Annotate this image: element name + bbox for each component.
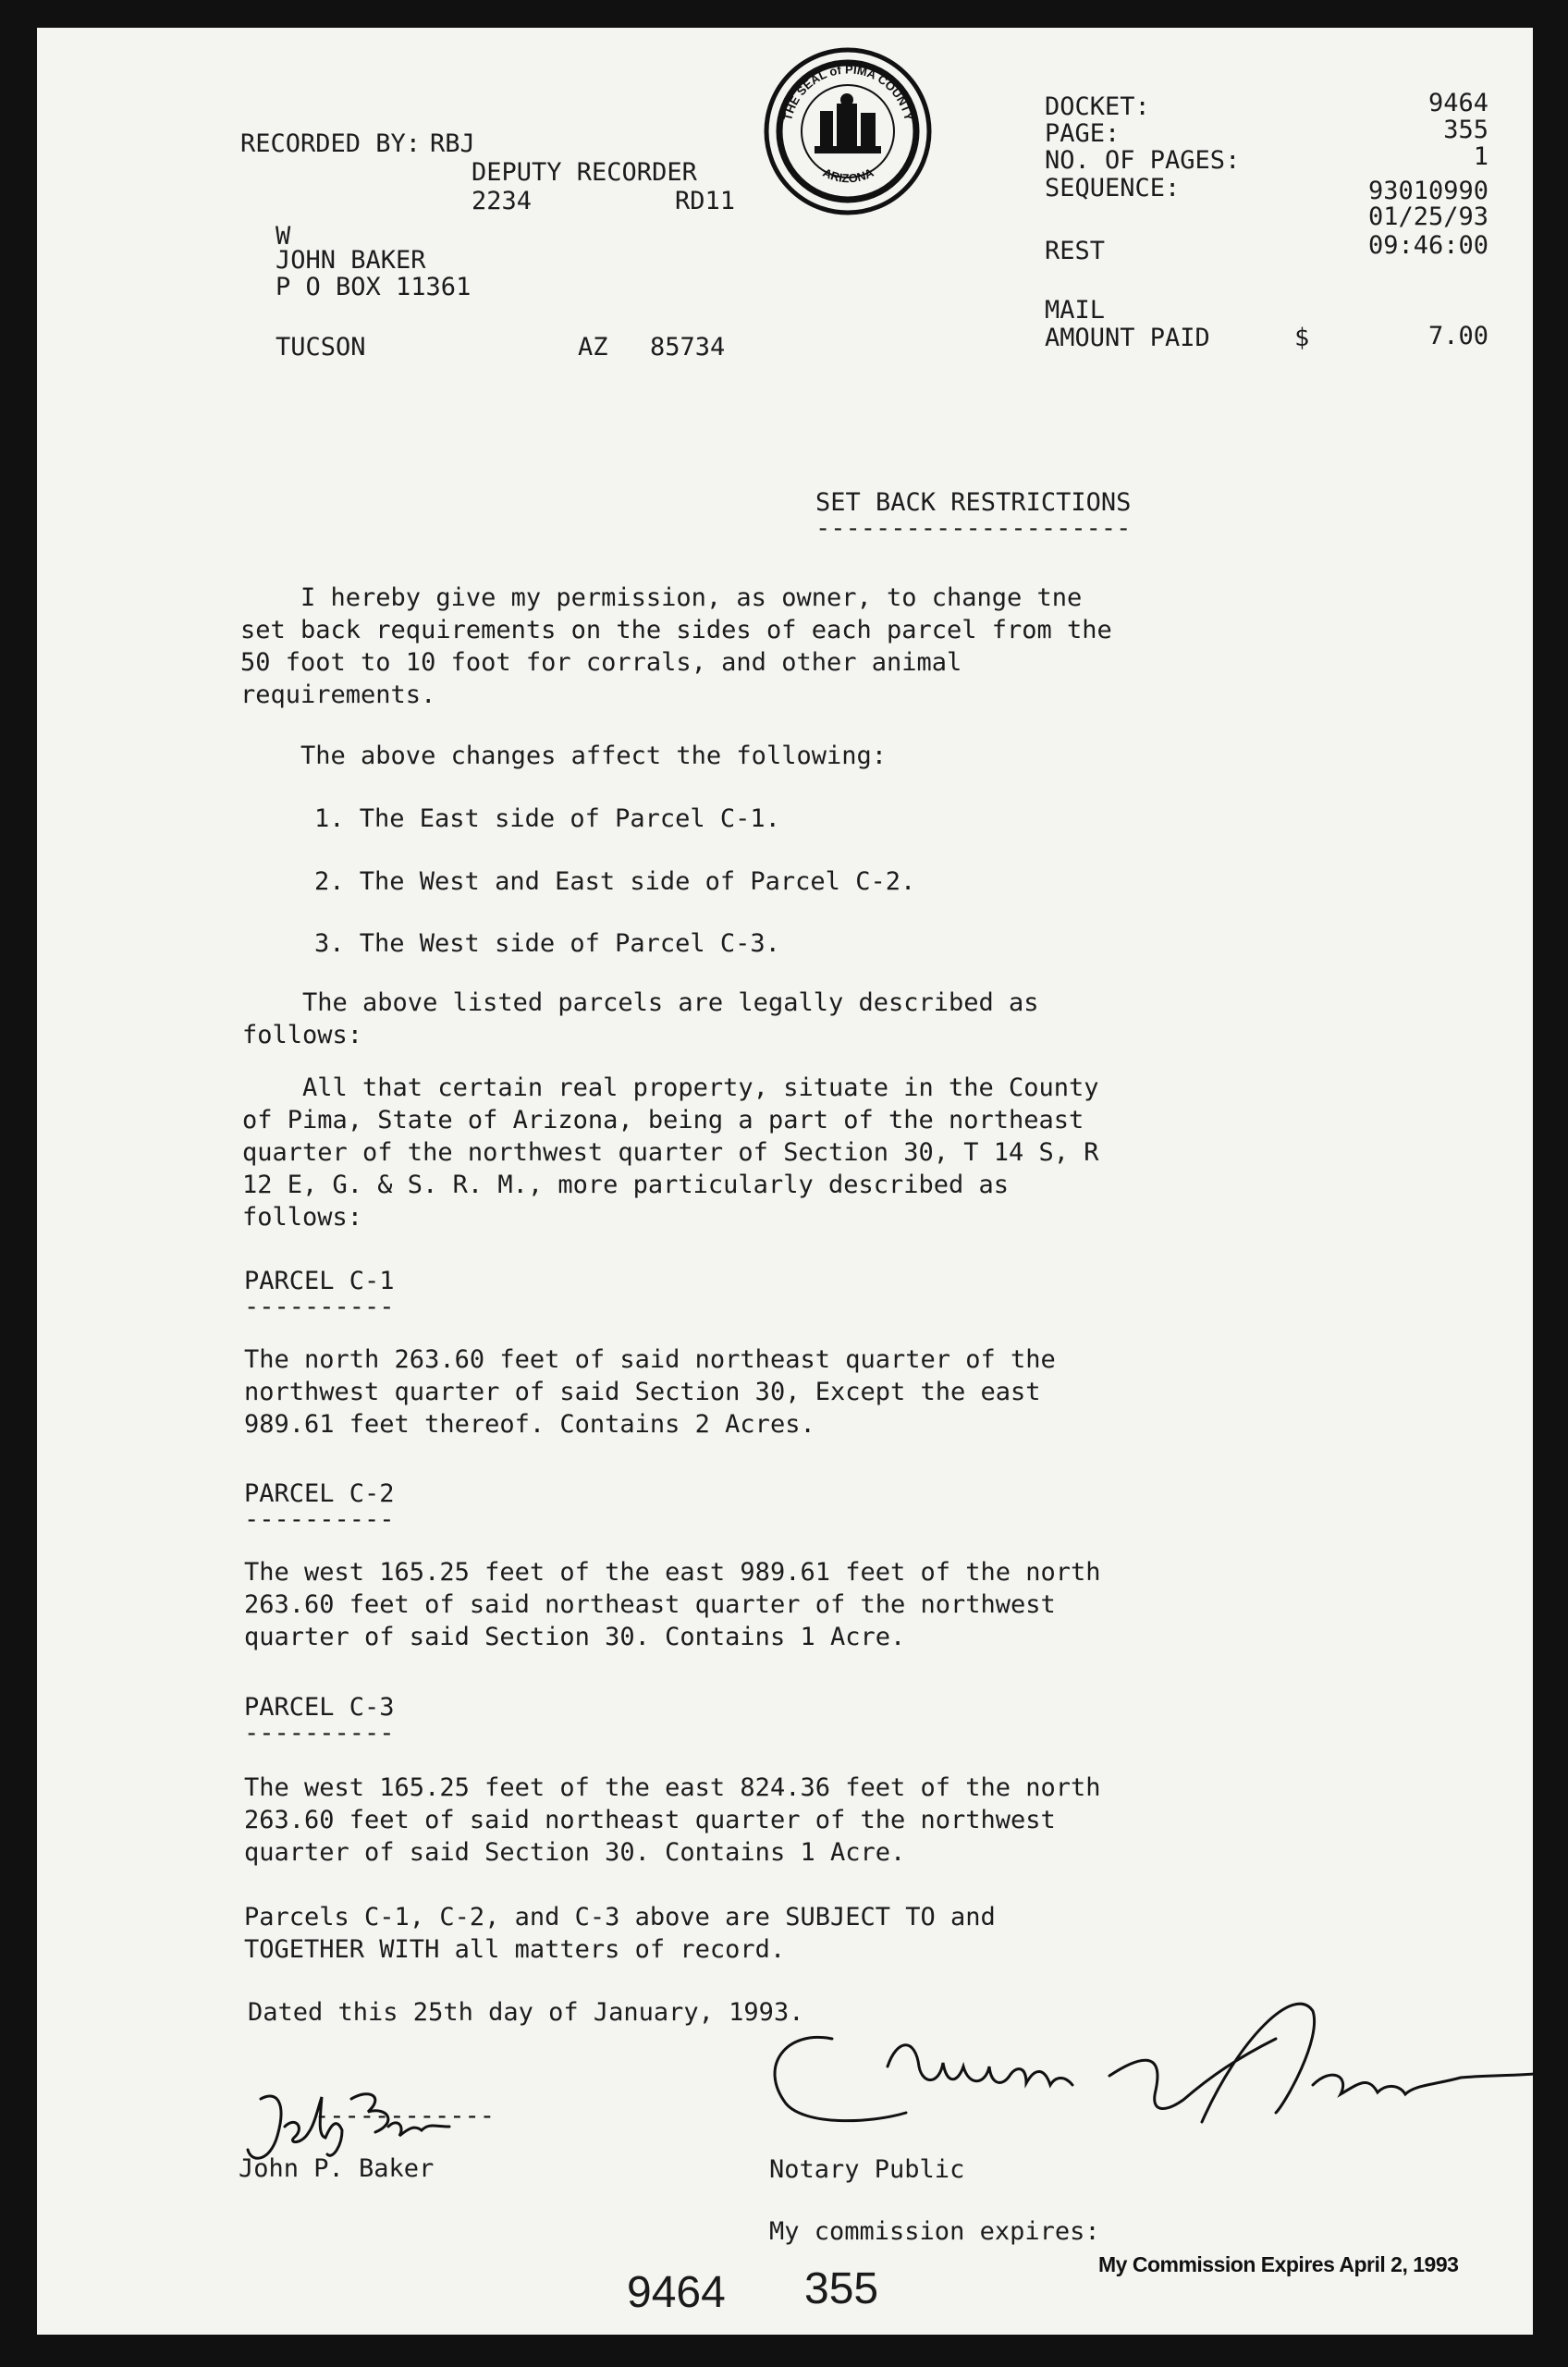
parcel-heading: PARCEL C-1 <box>244 1267 395 1295</box>
intro-line: 50 foot to 10 foot for corrals, and other animal <box>240 648 962 677</box>
page-label: PAGE: <box>1045 119 1121 148</box>
sequence-label: SEQUENCE: <box>1045 174 1181 202</box>
parcel-line: quarter of said Section 30. Contains 1 Acre. <box>244 1838 906 1867</box>
parcel-heading: PARCEL C-3 <box>244 1693 395 1722</box>
parcel-line: The west 165.25 feet of the east 824.36 feet of the north <box>244 1773 1101 1802</box>
parcel-line: 263.60 feet of said northeast quarter of the northwest <box>244 1806 1056 1834</box>
parcel-line: The north 263.60 feet of said northeast quarter of the <box>244 1345 1056 1374</box>
change-item: 1. The East side of Parcel C-1. <box>314 804 780 833</box>
parcel-line: The west 165.25 feet of the east 989.61 feet of the north <box>244 1558 1101 1587</box>
pages-value: 1 <box>1473 142 1488 171</box>
address-prefix: W <box>276 222 291 251</box>
sequence-value: 93010990 <box>1367 177 1488 205</box>
parcel-heading: PARCEL C-2 <box>244 1479 395 1508</box>
owner-name: John P. Baker <box>239 2154 435 2183</box>
parcel-underline: ---------- <box>244 1293 395 1321</box>
changes-intro: The above changes affect the following: <box>240 742 887 770</box>
record-date: 01/25/93 <box>1367 202 1488 231</box>
page-value: 355 <box>1443 116 1488 144</box>
recorded-document <box>37 28 1533 2335</box>
dated-line: Dated this 25th day of January, 1993. <box>248 1998 804 2027</box>
legal-intro-line: follows: <box>242 1021 363 1049</box>
addressee-state: AZ <box>578 333 608 362</box>
recorder-code-right: RD11 <box>675 187 736 215</box>
parcel-line: northwest quarter of said Section 30, Except the east <box>244 1378 1041 1406</box>
owner-signature-underline: ------------ <box>314 2102 496 2130</box>
recorder-code-left: 2234 <box>472 187 533 215</box>
property-line: 12 E, G. & S. R. M., more particularly described as <box>242 1171 1010 1199</box>
notary-signature <box>721 1928 1533 2159</box>
document-title: SET BACK RESTRICTIONS <box>815 488 1132 517</box>
amount-label: AMOUNT PAID <box>1045 324 1210 352</box>
mail-label: MAIL <box>1045 296 1106 325</box>
legal-intro-line: The above listed parcels are legally described as <box>242 988 1039 1017</box>
property-line: quarter of the northwest quarter of Section 30, T 14 S, R <box>242 1138 1099 1167</box>
amount-value: 7.00 <box>1427 322 1488 350</box>
intro-line: I hereby give my permission, as owner, to change tne <box>240 583 1083 612</box>
docket-value: 9464 <box>1427 89 1488 117</box>
recorded-by-value: RBJ <box>430 129 475 158</box>
parcel-line: 989.61 feet thereof. Contains 2 Acres. <box>244 1410 815 1439</box>
deputy-recorder: DEPUTY RECORDER <box>472 158 697 187</box>
property-line: of Pima, State of Arizona, being a part of the northeast <box>242 1106 1084 1134</box>
change-item: 2. The West and East side of Parcel C-2. <box>314 867 916 896</box>
title-underline: --------------------- <box>815 514 1132 543</box>
recorded-by-label: RECORDED BY: <box>240 129 422 158</box>
intro-line: set back requirements on the sides of each parcel from the <box>240 616 1112 644</box>
parcel-line: quarter of said Section 30. Contains 1 Acre. <box>244 1623 906 1651</box>
rest-label: REST <box>1045 237 1106 265</box>
change-item: 3. The West side of Parcel C-3. <box>314 929 780 958</box>
commission-stamp: My Commission Expires April 2, 1993 <box>1098 2252 1459 2276</box>
record-time: 09:46:00 <box>1367 231 1488 260</box>
addressee-po-box: P O BOX 11361 <box>276 273 472 301</box>
docket-label: DOCKET: <box>1045 92 1150 121</box>
parcel-underline: ---------- <box>244 1505 395 1534</box>
addressee-city: TUCSON <box>276 333 366 362</box>
subject-line: TOGETHER WITH all matters of record. <box>244 1935 786 1964</box>
addressee-name: JOHN BAKER <box>276 246 426 275</box>
pima-county-seal <box>763 46 934 217</box>
seal-text-top: THE SEAL of PIMA COUNTY <box>780 62 916 122</box>
subject-line: Parcels C-1, C-2, and C-3 above are SUBJECT TO and <box>244 1903 996 1932</box>
property-line: follows: <box>242 1203 363 1232</box>
addressee-zip: 85734 <box>650 333 726 362</box>
parcel-line: 263.60 feet of said northeast quarter of the northwest <box>244 1590 1056 1619</box>
notary-label: Notary Public <box>769 2155 965 2184</box>
footer-page-number: 355 <box>804 2264 879 2313</box>
pages-label: NO. OF PAGES: <box>1045 146 1241 175</box>
property-line: All that certain real property, situate in the County <box>242 1073 1099 1102</box>
footer-docket-number: 9464 <box>627 2268 726 2317</box>
seal-text-bottom: ARIZONA <box>820 165 876 186</box>
currency-sign: $ <box>1294 324 1310 352</box>
commission-label: My commission expires: <box>769 2217 1100 2246</box>
parcel-underline: ---------- <box>244 1719 395 1748</box>
intro-line: requirements. <box>240 681 436 709</box>
